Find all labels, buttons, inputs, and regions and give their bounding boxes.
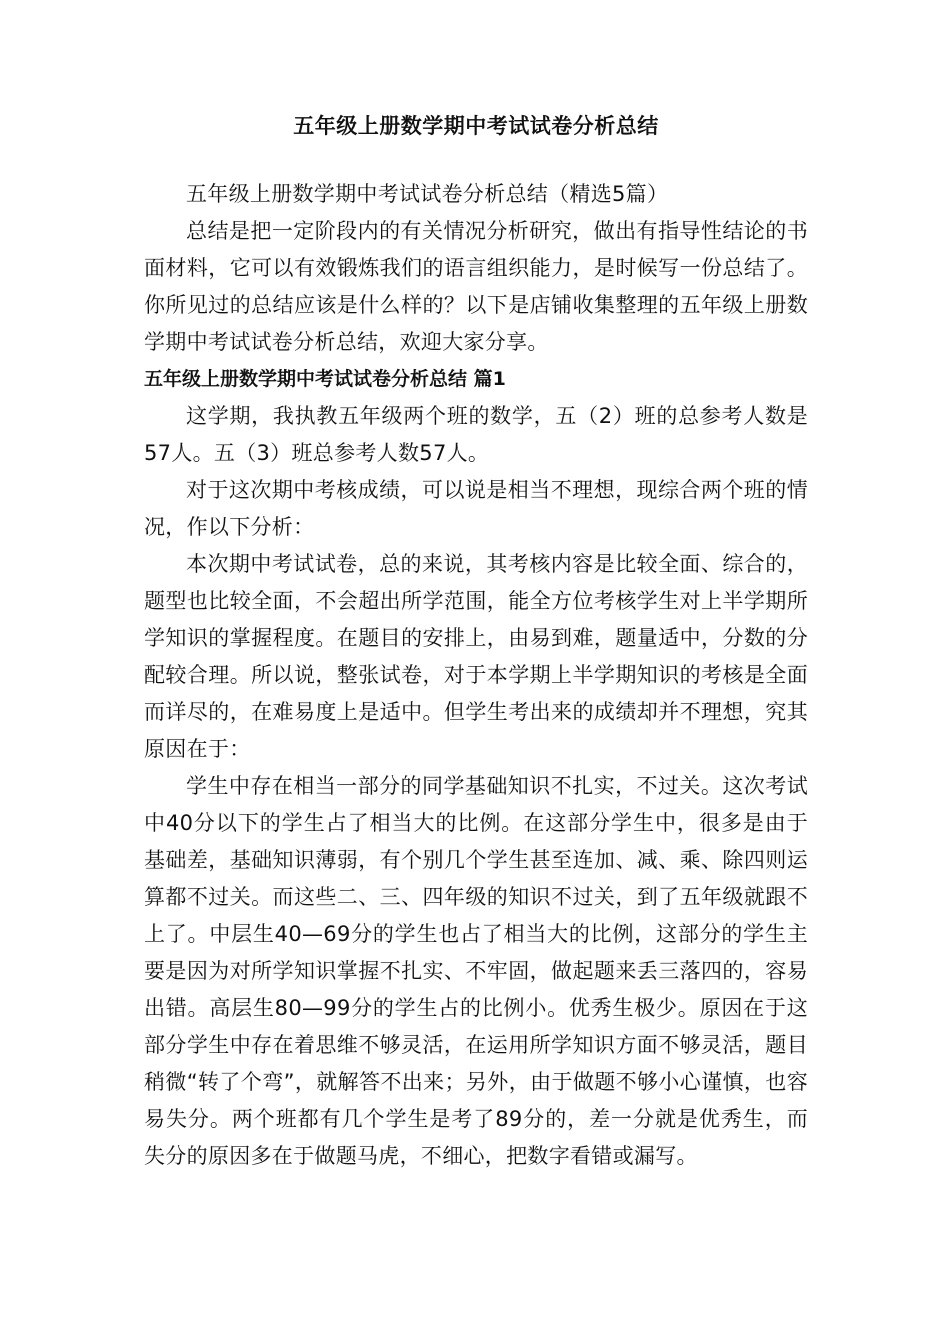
- paragraph-intro: 总结是把一定阶段内的有关情况分析研究，做出有指导性结论的书面材料，它可以有效锻炼我们的语言组织能力，是时候写一份总结了。你所见过的总结应该是什么样的？以下是店铺收集整理的五年级上册数学期中考试试卷分析总结，欢迎大家分享。: [144, 219, 808, 354]
- document-body: [144, 176, 808, 1175]
- paragraph-subtitle: 五年级上册数学期中考试试卷分析总结（精选5篇）: [186, 182, 669, 206]
- paragraph-exam-content: 本次期中考试试卷，总的来说，其考核内容是比较全面、综合的，题型也比较全面，不会超出所学范围，能全方位考核学生对上半学期所学知识的掌握程度。在题目的安排上，由易到难，题量适中，分数的分配较合理。所以说，整张试卷，对于本学期上半学期知识的考核是全面而详尽的，在难易度上是适中。但学生考出来的成绩却并不理想，究其原因在于：: [144, 552, 808, 761]
- section-heading: 五年级上册数学期中考试试卷分析总结 篇1: [144, 368, 506, 390]
- paragraph-student-analysis: 学生中存在相当一部分的同学基础知识不扎实，不过关。这次考试中40分以下的学生占了相当大的比例。在这部分学生中，很多是由于基础差，基础知识薄弱，有个别几个学生甚至连加、减、乘、除四则运算都不过关。而这些二、三、四年级的知识不过关，到了五年级就跟不上了。中层生40—69分的学生也占了相当大的比例，这部分的学生主要是因为对所学知识掌握不扎实、不牢固，做起题来丢三落四的，容易出错。高层生80—99分的学生占的比例小。优秀生极少。原因在于这部分学生中存在着思维不够灵活，在运用所学知识方面不够灵活，题目稍微“转了个弯”，就解答不出来；另外，由于做题不够小心谨慎，也容易失分。两个班都有几个学生是考了89分的，差一分就是优秀生，而失分的原因多在于做题马虎，不细心，把数字看错或漏写。: [144, 774, 808, 1168]
- paragraph-class-info: 这学期，我执教五年级两个班的数学，五（2）班的总参考人数是57人。五（3）班总参考人数57人。: [144, 404, 808, 465]
- document-title: 五年级上册数学期中考试试卷分析总结: [293, 114, 659, 138]
- document-page: [144, 108, 808, 1175]
- paragraph-overview: 对于这次期中考核成绩，可以说是相当不理想，现综合两个班的情况，作以下分析：: [144, 478, 808, 539]
